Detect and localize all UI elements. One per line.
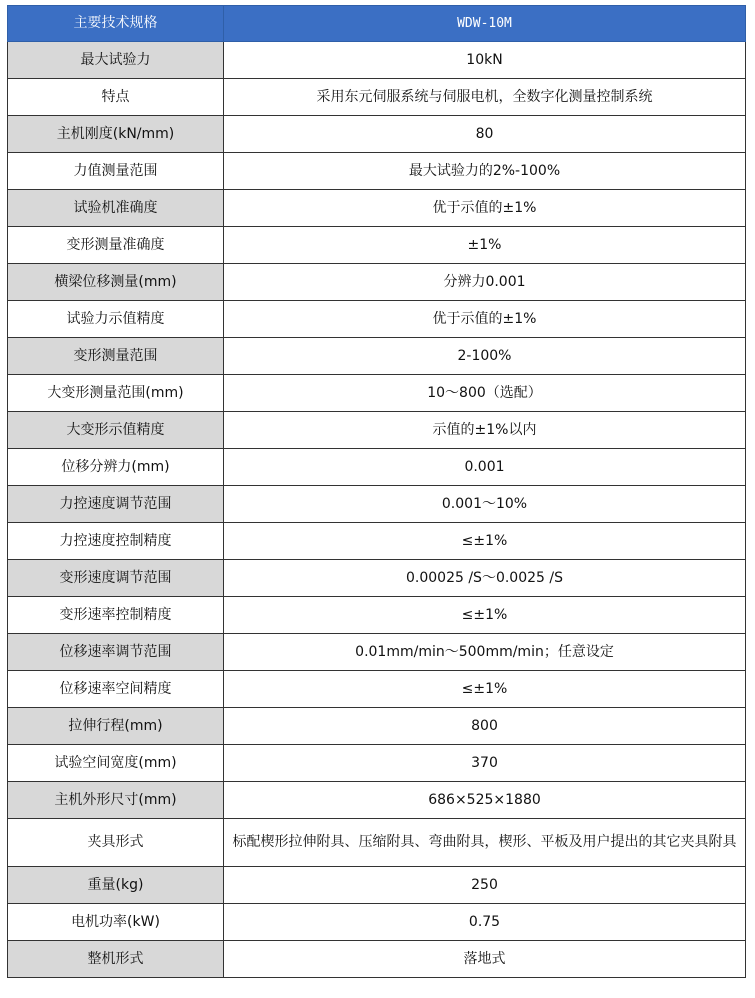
- header-value: WDW-10M: [224, 6, 746, 42]
- row-value: 250: [224, 867, 746, 904]
- row-label: 整机形式: [8, 941, 224, 978]
- table-row: [8, 597, 746, 634]
- row-label: 变形速率控制精度: [8, 597, 224, 634]
- row-value: 0.01mm/min～500mm/min；任意设定: [224, 634, 746, 671]
- row-label: 最大试验力: [8, 42, 224, 79]
- table-row: [8, 904, 746, 941]
- table-row: [8, 412, 746, 449]
- row-value: 0.75: [224, 904, 746, 941]
- row-value: 370: [224, 745, 746, 782]
- row-label: 重量(kg): [8, 867, 224, 904]
- row-value: 示值的±1%以内: [224, 412, 746, 449]
- table-row: [8, 486, 746, 523]
- table-row: [8, 819, 746, 867]
- table-row: [8, 190, 746, 227]
- table-row: [8, 782, 746, 819]
- table-row: [8, 867, 746, 904]
- row-label: 试验力示值精度: [8, 301, 224, 338]
- row-label: 位移速率空间精度: [8, 671, 224, 708]
- table-row: [8, 79, 746, 116]
- row-label: 变形测量范围: [8, 338, 224, 375]
- row-label: 夹具形式: [8, 819, 224, 867]
- row-label: 试验空间宽度(mm): [8, 745, 224, 782]
- table-row: [8, 634, 746, 671]
- row-label: 力控速度调节范围: [8, 486, 224, 523]
- spec-table: [7, 5, 746, 978]
- row-value: 800: [224, 708, 746, 745]
- table-row: [8, 227, 746, 264]
- row-label: 力值测量范围: [8, 153, 224, 190]
- row-value: 80: [224, 116, 746, 153]
- table-row: [8, 153, 746, 190]
- row-value: ±1%: [224, 227, 746, 264]
- table-row: [8, 745, 746, 782]
- row-value: 分辨力0.001: [224, 264, 746, 301]
- row-label: 力控速度控制精度: [8, 523, 224, 560]
- header-label: 主要技术规格: [8, 6, 224, 42]
- table-row: [8, 264, 746, 301]
- row-value: 10～800（选配）: [224, 375, 746, 412]
- row-value: 最大试验力的2%-100%: [224, 153, 746, 190]
- row-value: 0.00025 /S～0.0025 /S: [224, 560, 746, 597]
- table-row: [8, 449, 746, 486]
- row-value: 2-100%: [224, 338, 746, 375]
- row-value: ≤±1%: [224, 597, 746, 634]
- row-value: 0.001: [224, 449, 746, 486]
- row-label: 位移分辨力(mm): [8, 449, 224, 486]
- row-label: 电机功率(kW): [8, 904, 224, 941]
- row-value: 优于示值的±1%: [224, 301, 746, 338]
- spec-body: [8, 42, 746, 978]
- table-row: [8, 708, 746, 745]
- row-label: 横梁位移测量(mm): [8, 264, 224, 301]
- row-label: 主机外形尺寸(mm): [8, 782, 224, 819]
- row-label: 特点: [8, 79, 224, 116]
- header-row: [8, 6, 746, 42]
- row-label: 试验机准确度: [8, 190, 224, 227]
- row-value: 10kN: [224, 42, 746, 79]
- row-value: 采用东元伺服系统与伺服电机，全数字化测量控制系统: [224, 79, 746, 116]
- row-value: 标配楔形拉伸附具、压缩附具、弯曲附具，楔形、平板及用户提出的其它夹具附具: [224, 819, 746, 867]
- table-row: [8, 375, 746, 412]
- row-value: 优于示值的±1%: [224, 190, 746, 227]
- row-label: 拉伸行程(mm): [8, 708, 224, 745]
- row-label: 大变形示值精度: [8, 412, 224, 449]
- table-row: [8, 523, 746, 560]
- row-value: 0.001～10%: [224, 486, 746, 523]
- table-row: [8, 941, 746, 978]
- table-row: [8, 560, 746, 597]
- table-row: [8, 338, 746, 375]
- row-value: 落地式: [224, 941, 746, 978]
- table-row: [8, 42, 746, 79]
- row-value: 686×525×1880: [224, 782, 746, 819]
- row-label: 变形速度调节范围: [8, 560, 224, 597]
- row-label: 主机刚度(kN/mm): [8, 116, 224, 153]
- row-label: 大变形测量范围(mm): [8, 375, 224, 412]
- table-row: [8, 116, 746, 153]
- row-label: 变形测量准确度: [8, 227, 224, 264]
- row-value: ≤±1%: [224, 523, 746, 560]
- table-row: [8, 301, 746, 338]
- row-label: 位移速率调节范围: [8, 634, 224, 671]
- table-row: [8, 671, 746, 708]
- row-value: ≤±1%: [224, 671, 746, 708]
